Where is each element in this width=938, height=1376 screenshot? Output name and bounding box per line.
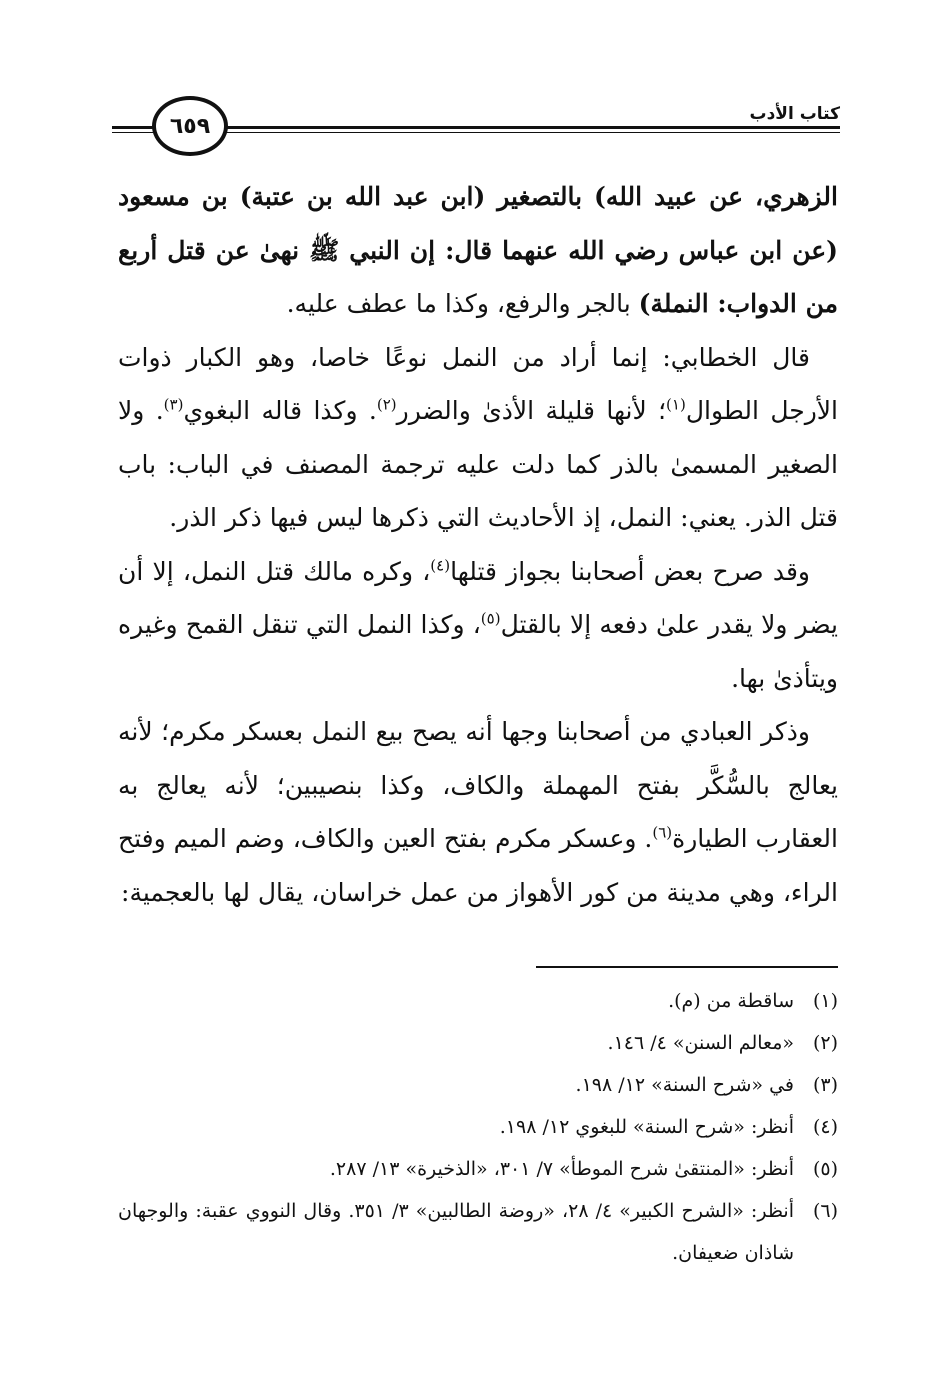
footnote [118, 980, 838, 1022]
footnote-text: في «شرح السنة» ١٢/ ١٩٨. [575, 1074, 794, 1096]
text-segment: . وكذا قاله البغوي [183, 396, 377, 425]
paragraph [118, 545, 838, 706]
footnote-ref[interactable]: (١) [666, 395, 686, 414]
text-segment: ؛ لأنها قليلة الأذىٰ والضرر [396, 396, 667, 425]
text-segment: وقد صرح بعض أصحابنا بجواز قتلها [450, 556, 810, 586]
text-segment: بالجر والرفع، وكذا ما عطف عليه. [286, 289, 639, 318]
text-segment: وذكر العبادي من أصحابنا وجها أنه يصح بيع النمل بعسكر مكرم؛ لأنه يعالج بالسُّكَّر بفتح المهملة والكاف، وكذا بنصيبين؛ لأنه يعالج به العقارب الطيارة [118, 717, 838, 853]
footnote-separator [536, 966, 838, 968]
paragraph [118, 331, 838, 545]
page-number: ٦٥٩ [152, 96, 228, 156]
footnote-number: (٦) [812, 1200, 838, 1222]
text-segment: (عن ابن عباس رضي الله عنهما قال: إن النبي ﷺ نهىٰ عن قتل أربع من الدواب: النملة) [118, 235, 838, 318]
footnote-text: أنظر: «شرح السنة» للبغوي ١٢/ ١٩٨. [499, 1116, 794, 1138]
text-segment: الزهري، عن عبيد الله) [594, 182, 838, 211]
page-header [112, 96, 840, 160]
paragraph [118, 170, 838, 331]
paragraph [118, 705, 838, 919]
footnote [118, 1064, 838, 1106]
footnote-text: أنظر: «المنتقىٰ شرح الموطأ» ٧/ ٣٠١، «الذخيرة» ١٣/ ٢٨٧. [329, 1158, 794, 1180]
footnote-text: ساقطة من (م). [668, 990, 794, 1012]
footnote-ref[interactable]: (٤) [430, 556, 451, 575]
text-segment: . ولا الصغير المسمىٰ بالذر كما دلت عليه ترجمة المصنف في الباب: باب قتل الذر. يعني: النمل، إذ الأحاديث التي ذكرها ليس فيها ذكر الذر. [118, 396, 838, 532]
footnote-ref[interactable]: (٣) [163, 395, 184, 414]
footnote-text: «معالم السنن» ٤/ ١٤٦. [607, 1032, 794, 1054]
footnote-text: أنظر: «الشرح الكبير» ٤/ ٢٨، «روضة الطالبين» ٣/ ٣٥١. وقال النووي عقبة: والوجهان شاذان ضعيفان. [118, 1200, 794, 1264]
book-title: كتاب الأدب [741, 104, 840, 124]
footnote-ref[interactable]: (٥) [480, 609, 501, 628]
footnote [118, 1190, 838, 1274]
footnote-number: (٢) [812, 1032, 838, 1054]
footnote [118, 1106, 838, 1148]
footnote-number: (١) [812, 990, 838, 1012]
main-text [118, 170, 838, 919]
footnote-number: (٣) [812, 1074, 838, 1096]
text-segment: . وعسكر مكرم بفتح العين والكاف، وضم الميم وفتح الراء، وهي مدينة من كور الأهواز من عمل خراسان، يقال لها بالعجمية: [118, 824, 838, 907]
footnote [118, 1022, 838, 1064]
text-segment: بالتصغير (ابن عبد الله بن عتبة) بن مسعود [118, 182, 595, 211]
text-segment: قال الخطابي: إنما أراد من النمل نوعًا خاصا، وهو الكبار ذوات الأرجل الطوال [118, 342, 838, 425]
text-segment: ، وكره مالك قتل النمل، إلا أن يضر ولا يقدر علىٰ دفعه إلا بالقتل [118, 556, 838, 639]
footnote-number: (٤) [812, 1116, 838, 1138]
footnotes [118, 980, 838, 1274]
footnote [118, 1148, 838, 1190]
footnote-ref[interactable]: (٦) [652, 823, 673, 842]
footnote-ref[interactable]: (٢) [376, 395, 397, 414]
footnote-number: (٥) [812, 1158, 838, 1180]
text-segment: ، وكذا النمل التي تنقل القمح وغيره ويتأذىٰ بها. [118, 610, 838, 693]
